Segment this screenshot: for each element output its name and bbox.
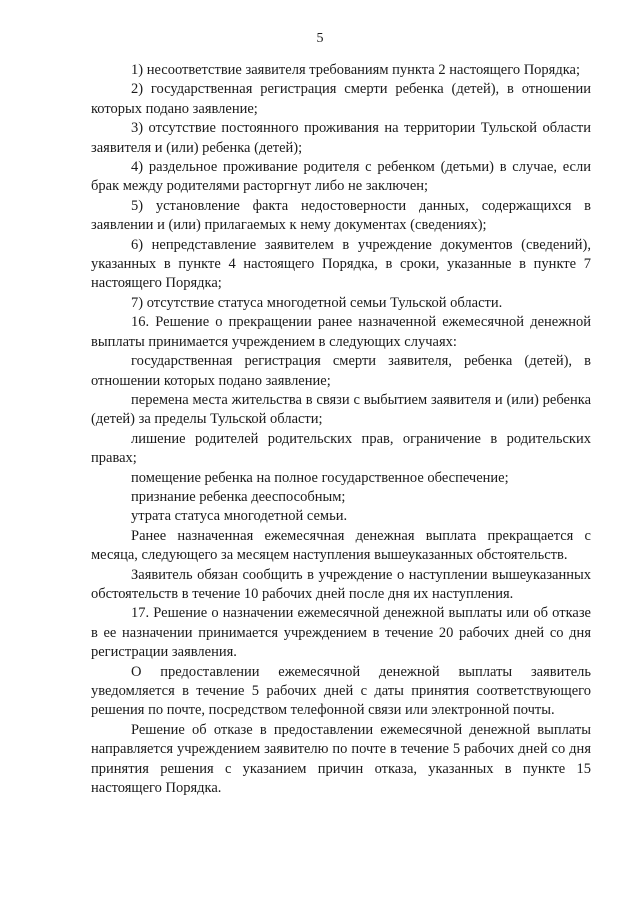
paragraph-item-7: 7) отсутствие статуса многодетной семьи Тульской области. bbox=[131, 294, 503, 311]
paragraph-refusal: Решение об отказе в предоставлении ежемесячной денежной выплаты направляется учреждением заявителю по почте в течение 5 рабочих дней со дня принятия решения с указанием причин отказа, указанных в пункте 15 настоящего Порядка. bbox=[91, 721, 591, 797]
paragraph-case-death: государственная регистрация смерти заявителя, ребенка (детей), в отношении которых подано заявление; bbox=[91, 353, 591, 389]
paragraph-item-2: 2) государственная регистрация смерти ребенка (детей), в отношении которых подано заявление; bbox=[91, 81, 591, 117]
paragraph-applicant-duty: Заявитель обязан сообщить в учреждение о наступлении вышеуказанных обстоятельств в течение 10 рабочих дней после дня их наступления. bbox=[91, 566, 591, 602]
paragraph-item-1: 1) несоответствие заявителя требованиям пункта 2 настоящего Порядка; bbox=[131, 62, 581, 78]
paragraph-case-deprivation: лишение родителей родительских прав, ограничение в родительских правах; bbox=[91, 430, 591, 467]
paragraph-clause-16: 16. Решение о прекращении ранее назначенной ежемесячной денежной выплаты принимается учреждением в следующих случаях: bbox=[91, 314, 591, 350]
document-body bbox=[91, 61, 591, 798]
page-number: 5 bbox=[316, 31, 324, 46]
paragraph-item-6: 6) непредставление заявителем в учреждение документов (сведений), указанных в пункте 4 настоящего Порядка, в сроки, указанные в пункте 7 настоящего Порядка; bbox=[91, 236, 591, 292]
paragraph-case-state-care: помещение ребенка на полное государственное обеспечение; bbox=[131, 469, 509, 486]
paragraph-notification: О предоставлении ежемесячной денежной выплаты заявитель уведомляется в течение 5 рабочих дней с даты принятия соответствующего решения по почте, посредством телефонной связи или электронной почты. bbox=[91, 663, 591, 719]
paragraph-item-5: 5) установление факта недостоверности данных, содержащихся в заявлении и (или) прилагаемых к нему документах (сведениях); bbox=[91, 197, 591, 234]
paragraph-case-capacity: признание ребенка дееспособным; bbox=[131, 488, 346, 505]
paragraph-item-4: 4) раздельное проживание родителя с ребенком (детьми) в случае, если брак между родителями расторгнут либо не заключен; bbox=[91, 159, 591, 195]
paragraph-case-status-loss: утрата статуса многодетной семьи. bbox=[131, 508, 348, 525]
paragraph-clause-17: 17. Решение о назначении ежемесячной денежной выплаты или об отказе в ее назначении принимается учреждением в течение 20 рабочих дней со дня регистрации заявления. bbox=[91, 605, 591, 661]
paragraph-item-3: 3) отсутствие постоянного проживания на территории Тульской области заявителя и (или) ребенка (детей); bbox=[91, 120, 591, 156]
paragraph-case-relocation: перемена места жительства в связи с выбытием заявителя и (или) ребенка (детей) за пределы Тульской области; bbox=[91, 391, 591, 428]
paragraph-termination-month: Ранее назначенная ежемесячная денежная выплата прекращается с месяца, следующего за месяцем наступления вышеуказанных обстоятельств. bbox=[91, 527, 591, 564]
